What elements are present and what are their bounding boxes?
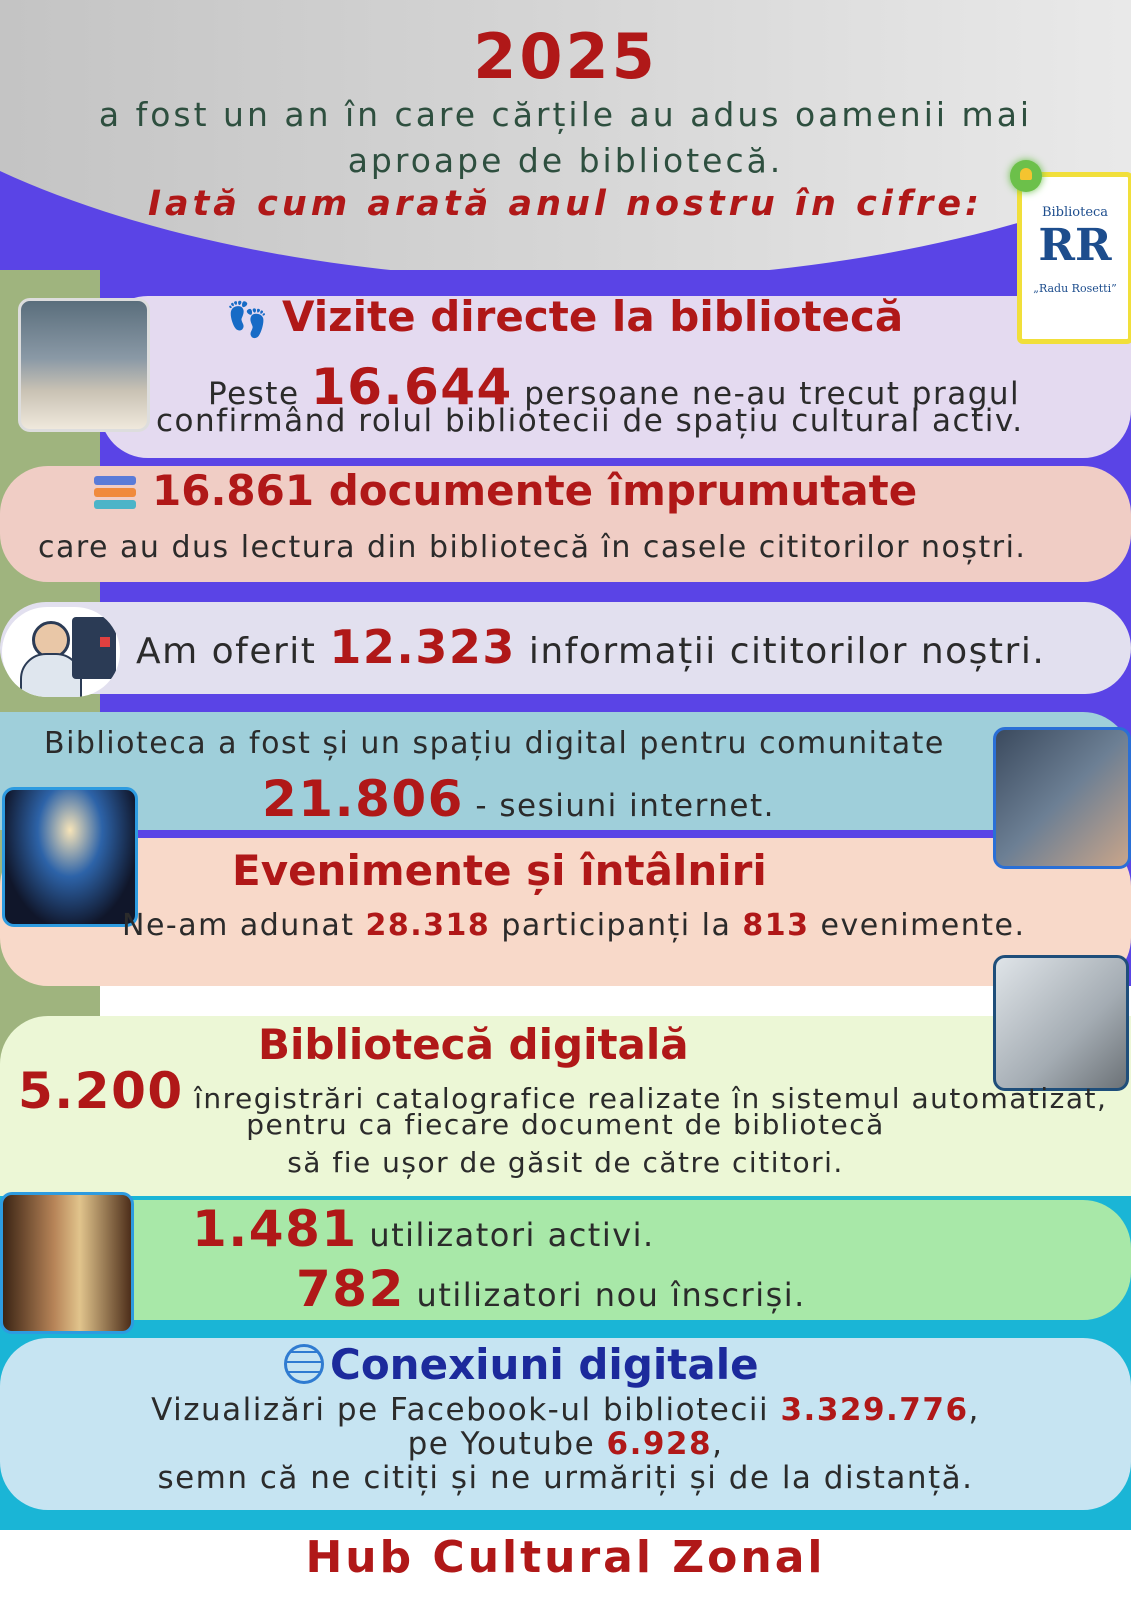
- books-stack-icon: [94, 476, 136, 518]
- info-suffix: informații cititorilor noștri.: [528, 631, 1046, 672]
- digital-library-title: Bibliotecă digitală: [258, 1020, 689, 1069]
- loans-number: 16.861: [152, 466, 315, 515]
- events-suffix: evenimente.: [820, 908, 1026, 943]
- youtube-prefix: pe Youtube: [407, 1426, 596, 1462]
- logo-monogram: RR: [1038, 220, 1112, 271]
- digital-library-line-2: pentru ca fiecare document de bibliotecă: [246, 1108, 885, 1141]
- events-middle: participanți la: [501, 908, 732, 943]
- logo-bottom-text: „Radu Rosetti”: [1033, 282, 1117, 295]
- concert-photo: [2, 787, 138, 927]
- year-title: 2025: [473, 20, 658, 93]
- footer-hub-title: Hub Cultural Zonal: [305, 1532, 826, 1583]
- connections-title: Conexiuni digitale: [330, 1340, 759, 1389]
- footprints-icon: 👣: [226, 300, 269, 340]
- intro-highlight: Iată cum arată anul nostru în cifre:: [147, 184, 984, 224]
- active-users-number: 1.481: [192, 1200, 358, 1258]
- logo-top-text: Biblioteca: [1041, 205, 1109, 220]
- info-prefix: Am oferit: [136, 631, 317, 672]
- digital-space-line-1: Biblioteca a fost și un spațiu digital pentru comunitate: [44, 726, 945, 761]
- intro-line-2: aproape de bibliotecă.: [347, 141, 784, 180]
- loans-title: [152, 466, 917, 515]
- loans-line-2: care au dus lectura din bibliotecă în casele cititorilor noștri.: [38, 530, 1027, 565]
- internet-sessions-number: 21.806: [262, 770, 464, 828]
- new-users-text: utilizatori nou înscriși.: [416, 1276, 806, 1314]
- catalog-records-number: 5.200: [18, 1062, 184, 1120]
- digital-library-line-3: să fie ușor de găsit de către cititori.: [287, 1146, 844, 1179]
- intro-line-1: a fost un an în care cărțile au adus oamenii mai: [98, 95, 1033, 134]
- youtube-views-number: 6.928: [606, 1426, 713, 1462]
- reader-info-illustration: [2, 607, 120, 697]
- digital-library-line-1-rest: înregistrări catalografice realizate în sistemul automatizat,: [194, 1082, 1108, 1115]
- new-users-number: 782: [296, 1260, 405, 1318]
- book-spine-1: [94, 476, 136, 485]
- facebook-suffix: ,: [968, 1392, 980, 1428]
- facebook-line: [0, 1392, 1131, 1428]
- info-line: [136, 620, 1045, 674]
- visits-line-2: confirmând rolul bibliotecii de spațiu cultural activ.: [156, 403, 1024, 439]
- book-spine-3: [94, 500, 136, 509]
- active-users-text: utilizatori activi.: [369, 1216, 655, 1254]
- connections-line-3: semn că ne citiți și ne urmăriți și de la distanță.: [157, 1460, 974, 1496]
- intro-text: [0, 92, 1131, 184]
- events-line: [122, 908, 1026, 943]
- active-users-line: [192, 1200, 655, 1258]
- info-board-shape: [72, 617, 116, 679]
- info-number: 12.323: [329, 620, 516, 674]
- events-prefix: Ne-am adunat: [122, 908, 355, 943]
- visits-suffix: persoane ne-au trecut pragul: [524, 376, 1021, 412]
- loans-title-rest: documente împrumutate: [328, 466, 918, 515]
- globe-icon: [284, 1344, 324, 1384]
- bell-icon: [1010, 160, 1042, 192]
- library-hall-photo: [18, 298, 150, 432]
- youtube-line: [0, 1426, 1131, 1462]
- youtube-suffix: ,: [712, 1426, 724, 1462]
- facebook-prefix: Vizualizări pe Facebook-ul bibliotecii: [151, 1392, 770, 1428]
- internet-sessions-suffix: - sesiuni internet.: [475, 788, 776, 824]
- library-shelves-photo: [0, 1192, 134, 1334]
- facebook-views-number: 3.329.776: [780, 1392, 969, 1428]
- visits-title: Vizite directe la bibliotecă: [282, 292, 904, 341]
- participants-number: 28.318: [365, 908, 491, 943]
- events-count: 813: [742, 908, 810, 943]
- digital-space-line-2: [262, 770, 775, 828]
- visits-number: 16.644: [310, 358, 513, 416]
- white-divider: [100, 986, 1131, 1016]
- laptop-photo: [993, 727, 1131, 869]
- book-spine-2: [94, 488, 136, 497]
- new-users-line: [296, 1260, 806, 1318]
- visits-prefix: Peste: [208, 376, 300, 412]
- library-logo: [1017, 172, 1131, 344]
- events-title: Evenimente și întâlniri: [232, 846, 767, 895]
